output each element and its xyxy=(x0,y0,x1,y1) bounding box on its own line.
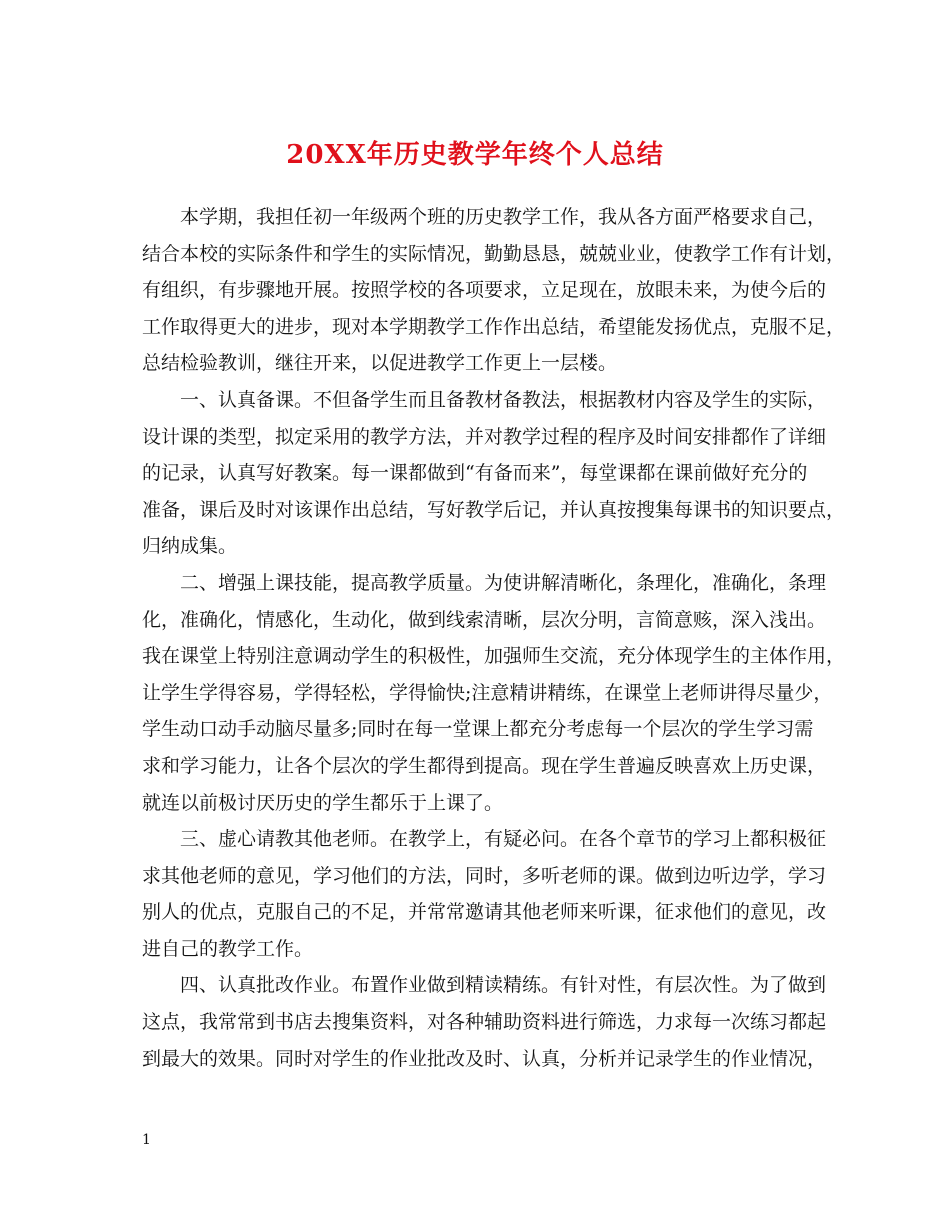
text-line: 总结检验教训，继往开来，以促进教学工作更上一层楼。 xyxy=(142,352,618,375)
text-line: 一、认真备课。不但备学生而且备教材备教法，根据教材内容及学生的实际， xyxy=(180,388,827,411)
text-line: 我在课堂上特别注意调动学生的积极性，加强师生交流，充分体现学生的主体作用， xyxy=(142,645,846,668)
text-line: 的记录，认真写好教案。每一课都做到“有备而来”，每堂课都在课前做好充分的 xyxy=(142,462,808,485)
text-line: 有组织，有步骤地开展。按照学校的各项要求，立足现在，放眼未来，为使今后的 xyxy=(142,279,827,302)
text-line: 到最大的效果。同时对学生的作业批改及时、认真，分析并记录学生的作业情况， xyxy=(142,1047,827,1070)
text-line: 这点，我常常到书店去搜集资料，对各种辅助资料进行筛选，力求每一次练习都起 xyxy=(142,1011,827,1034)
text-line: 本学期，我担任初一年级两个班的历史教学工作，我从各方面严格要求自己， xyxy=(180,206,827,228)
text-line: 化，准确化，情感化，生动化，做到线索清晰，层次分明，言简意赅，深入浅出。 xyxy=(142,608,827,631)
paragraph-section-3 xyxy=(142,821,827,967)
text-line: 三、虚心请教其他老师。在教学上，有疑必问。在各个章节的学习上都积极征 xyxy=(180,828,827,851)
text-line: 二、增强上课技能，提高教学质量。为使讲解清晰化，条理化，准确化，条理 xyxy=(180,571,827,594)
text-line: 设计课的类型，拟定采用的教学方法，并对教学过程的程序及时间安排都作了详细 xyxy=(142,425,827,448)
text-line: 就连以前极讨厌历史的学生都乐于上课了。 xyxy=(142,791,504,814)
text-line: 准备，课后及时对该课作出总结，写好教学后记，并认真按搜集每课书的知识要点， xyxy=(142,498,846,521)
text-line: 求其他老师的意见，学习他们的方法，同时，多听老师的课。做到边听边学，学习 xyxy=(142,864,827,887)
document-body xyxy=(142,199,846,1077)
paragraph-section-2 xyxy=(142,565,846,821)
text-line: 结合本校的实际条件和学生的实际情况，勤勤恳恳，兢兢业业，使教学工作有计划， xyxy=(142,242,846,265)
text-line: 求和学习能力，让各个层次的学生都得到提高。现在学生普遍反映喜欢上历史课， xyxy=(142,754,827,777)
text-line: 让学生学得容易，学得轻松，学得愉快;注意精讲精练，在课堂上老师讲得尽量少， xyxy=(142,681,833,704)
text-line: 四、认真批改作业。布置作业做到精读精练。有针对性，有层次性。为了做到 xyxy=(180,974,827,997)
text-line: 进自己的教学工作。 xyxy=(142,937,314,960)
paragraph-section-4 xyxy=(142,967,827,1077)
paragraph-section-1 xyxy=(142,382,846,565)
text-line: 别人的优点，克服自己的不足，并常常邀请其他老师来听课，征求他们的意见，改 xyxy=(142,901,827,924)
text-line: 归纳成集。 xyxy=(142,535,238,558)
text-line: 工作取得更大的进步，现对本学期教学工作作出总结，希望能发扬优点，克服不足， xyxy=(142,315,846,338)
document-title: 20XX年历史教学年终个人总结 xyxy=(286,140,664,170)
text-line: 学生动口动手动脑尽量多;同时在每一堂课上都充分考虑每一个层次的学生学习需 xyxy=(142,718,814,741)
page-number: 1 xyxy=(142,1132,151,1148)
paragraph-intro xyxy=(142,199,846,382)
